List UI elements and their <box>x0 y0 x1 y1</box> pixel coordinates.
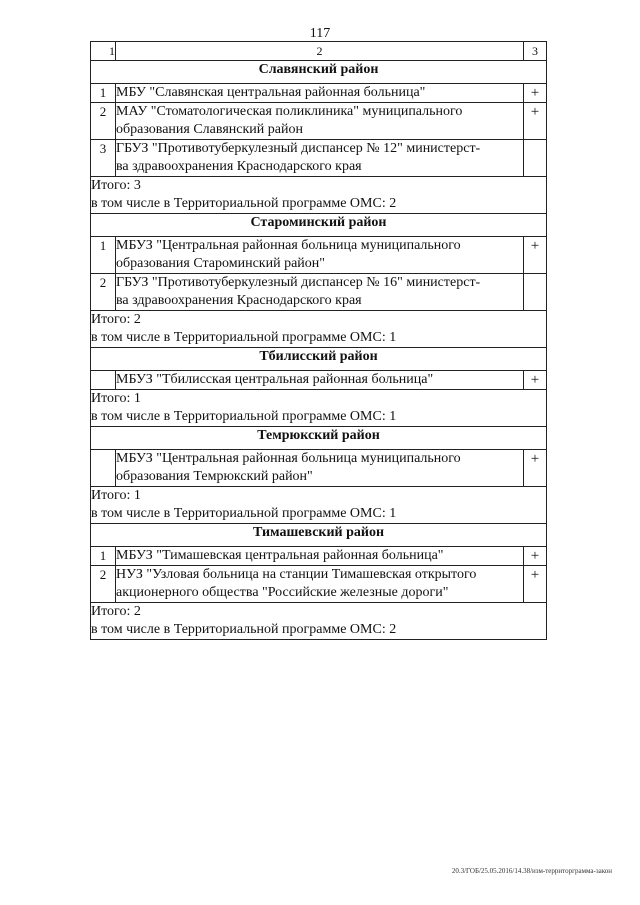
table-row <box>91 547 547 566</box>
facility-name <box>116 237 524 274</box>
table-row <box>91 450 547 487</box>
facility-name <box>116 103 524 140</box>
district-total-cell <box>91 311 547 348</box>
facility-name-line: МБУЗ "Тимашевская центральная районная больница" <box>116 548 444 563</box>
district-title: Темрюкский район <box>91 427 547 450</box>
district-header-row <box>91 348 547 371</box>
district-total-cell <box>91 177 547 214</box>
district-total-row <box>91 487 547 524</box>
oms-count: в том числе в Территориальной программе ОМС: 2 <box>91 196 397 211</box>
oms-count: в том числе в Территориальной программе ОМС: 1 <box>91 409 397 424</box>
total-count: Итого: 3 <box>91 178 141 193</box>
oms-mark <box>524 140 547 177</box>
oms-mark: + <box>524 450 547 487</box>
oms-mark: + <box>524 237 547 274</box>
oms-mark: + <box>524 566 547 603</box>
facility-name-line: НУЗ "Узловая больница на станции Тимашевская открытого <box>116 567 477 582</box>
facility-name-line: акционерного общества "Российские железные дороги" <box>116 585 449 600</box>
facility-name-line: ГБУЗ "Противотуберкулезный диспансер № 16" министерст- <box>116 275 481 290</box>
district-title: Тбилисский район <box>91 348 547 371</box>
facility-name <box>116 450 524 487</box>
district-title: Староминский район <box>91 214 547 237</box>
row-number <box>91 450 116 487</box>
row-number: 2 <box>91 274 116 311</box>
facility-name-line: образования Староминский район" <box>116 256 325 271</box>
table-row <box>91 84 547 103</box>
oms-count: в том числе в Территориальной программе ОМС: 1 <box>91 506 397 521</box>
footer-filename: 20.3/ГОБ/25.05.2016/14.38/изм-территорграмма-закон <box>451 867 612 875</box>
facilities-table <box>90 41 547 640</box>
row-number: 1 <box>91 547 116 566</box>
table-row <box>91 103 547 140</box>
page-number: 117 <box>309 26 331 41</box>
facility-name-line: МБУЗ "Тбилисская центральная районная больница" <box>116 372 434 387</box>
table-row <box>91 371 547 390</box>
oms-mark: + <box>524 547 547 566</box>
oms-mark: + <box>524 371 547 390</box>
table-header-row <box>91 42 547 61</box>
district-total-row <box>91 603 547 640</box>
district-total-cell <box>91 390 547 427</box>
district-total-cell <box>91 603 547 640</box>
total-count: Итого: 2 <box>91 604 141 619</box>
district-header-row <box>91 214 547 237</box>
header-col-2: 2 <box>116 42 524 61</box>
facility-name <box>116 566 524 603</box>
facility-name-line: образования Славянский район <box>116 122 303 137</box>
facility-name-line: МБУЗ "Центральная районная больница муниципального <box>116 238 461 253</box>
row-number: 2 <box>91 566 116 603</box>
facility-name-line: ва здравоохранения Краснодарского края <box>116 293 362 308</box>
facility-name <box>116 140 524 177</box>
facility-name-line: ГБУЗ "Противотуберкулезный диспансер № 12" министерст- <box>116 141 481 156</box>
table-row <box>91 274 547 311</box>
facility-name-line: МАУ "Стоматологическая поликлиника" муниципального <box>116 104 463 119</box>
row-number <box>91 371 116 390</box>
facility-name-line: ва здравоохранения Краснодарского края <box>116 159 362 174</box>
table-row <box>91 140 547 177</box>
header-col-3: 3 <box>524 42 547 61</box>
district-title: Славянский район <box>91 61 547 84</box>
district-total-cell <box>91 487 547 524</box>
facility-name-line: образования Темрюкский район" <box>116 469 313 484</box>
row-number: 1 <box>91 84 116 103</box>
row-number: 3 <box>91 140 116 177</box>
table-row <box>91 237 547 274</box>
row-number: 1 <box>91 237 116 274</box>
oms-count: в том числе в Территориальной программе ОМС: 2 <box>91 622 397 637</box>
facility-name <box>116 274 524 311</box>
oms-count: в том числе в Территориальной программе ОМС: 1 <box>91 330 397 345</box>
district-header-row <box>91 524 547 547</box>
header-col-1: 1 <box>91 42 116 61</box>
district-title: Тимашевский район <box>91 524 547 547</box>
facility-name-line: МБУ "Славянская центральная районная больница" <box>116 85 426 100</box>
total-count: Итого: 1 <box>91 391 141 406</box>
total-count: Итого: 1 <box>91 488 141 503</box>
facility-name <box>116 84 524 103</box>
district-header-row <box>91 427 547 450</box>
district-header-row <box>91 61 547 84</box>
total-count: Итого: 2 <box>91 312 141 327</box>
facility-name <box>116 547 524 566</box>
district-total-row <box>91 390 547 427</box>
district-total-row <box>91 311 547 348</box>
district-total-row <box>91 177 547 214</box>
oms-mark <box>524 274 547 311</box>
oms-mark: + <box>524 84 547 103</box>
table-row <box>91 566 547 603</box>
facility-name <box>116 371 524 390</box>
facility-name-line: МБУЗ "Центральная районная больница муниципального <box>116 451 461 466</box>
oms-mark: + <box>524 103 547 140</box>
row-number: 2 <box>91 103 116 140</box>
